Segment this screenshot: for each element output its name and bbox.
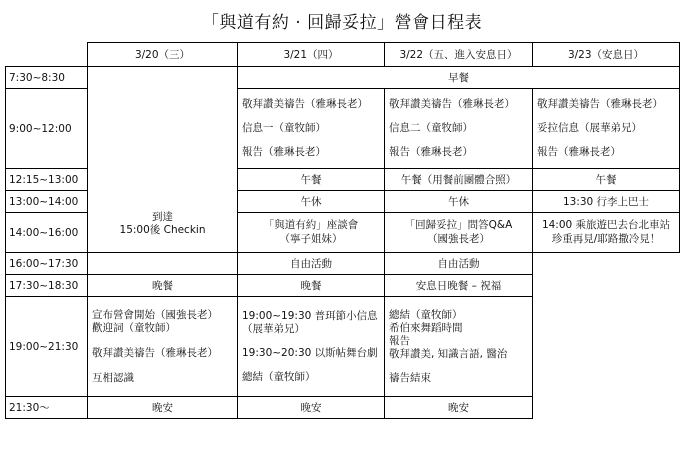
sabbath-dinner-cell: 安息日晚餐 – 祝福 (385, 275, 533, 297)
evening-item: 報告 (389, 334, 410, 347)
message-item: 信息一（童牧師） (242, 122, 326, 134)
worship-item: 敬拜讚美禱告（雅琳長老） (242, 98, 368, 110)
evening-item: 敬拜讚美禱告（雅琳長老） (92, 346, 218, 359)
goodnight-cell: 晚安 (238, 397, 385, 419)
evening-item: 19:00~19:30 普珥節小信息 (242, 309, 378, 322)
qa-speaker: （國強長老） (427, 233, 490, 245)
report-item: 報告（雅琳長老） (537, 146, 621, 158)
time-cell: 9:00~12:00 (6, 89, 88, 169)
breakfast-cell: 早餐 (238, 67, 680, 89)
evening-item: 總結（童牧師） (389, 308, 463, 321)
time-cell: 7:30~8:30 (6, 67, 88, 89)
time-cell: 21:30～ (6, 397, 88, 419)
forum-cell (238, 213, 385, 253)
day4-empty-cell (533, 253, 680, 419)
free-cell: 自由活動 (385, 253, 533, 275)
row-free (6, 253, 680, 275)
tour-farewell: 珍重再見/耶路撒冷見！ (551, 233, 661, 245)
time-cell: 17:30~18:30 (6, 275, 88, 297)
time-cell: 19:00~21:30 (6, 297, 88, 397)
header-day-3: 3/22（五、進入安息日） (385, 43, 533, 67)
day2-morning-cell (238, 89, 385, 169)
header-corner (6, 43, 88, 67)
report-item: 報告（雅琳長老） (242, 146, 326, 158)
dinner-cell: 晚餐 (88, 275, 238, 297)
day2-evening-cell (238, 297, 385, 397)
evening-item: （展華弟兄） (242, 322, 305, 335)
day3-morning-cell (385, 89, 533, 169)
evening-item: 總結（童牧師） (242, 370, 316, 383)
tour-cell (533, 213, 680, 253)
worship-item: 敬拜讚美禱告（雅琳長老） (389, 98, 515, 110)
header-row (6, 43, 680, 67)
evening-item: 敬拜讚美, 知識言語, 醫治 (389, 347, 508, 360)
forum-speaker: （寧子姐妹） (279, 233, 343, 245)
lunch-cell: 午餐 (238, 169, 385, 191)
worship-item: 敬拜讚美禱告（雅琳長老） (537, 98, 663, 110)
day1-arrival-cell (88, 211, 238, 275)
evening-item: 互相認識 (92, 371, 134, 384)
lunch-cell: 午餐 (533, 169, 680, 191)
time-cell: 12:15~13:00 (6, 169, 88, 191)
evening-item: 希伯來舞蹈時間 (389, 321, 463, 334)
day1-evening-cell (88, 297, 238, 397)
day3-evening-cell (385, 297, 533, 397)
forum-title: 「與道有約」座談會 (263, 219, 359, 231)
lunch-cell: 午餐（用餐前團體合照） (385, 169, 533, 191)
header-day-4: 3/23（安息日） (533, 43, 680, 67)
goodnight-cell: 晚安 (88, 397, 238, 419)
tour-departure: 14:00 乘旅遊巴去台北車站 (541, 219, 671, 231)
qa-cell (385, 213, 533, 253)
report-item: 報告（雅琳長老） (389, 146, 473, 158)
evening-item: 禱告結束 (389, 371, 431, 384)
dinner-cell: 晚餐 (238, 275, 385, 297)
arrival-label: 到達 (152, 211, 173, 223)
schedule-table (5, 42, 680, 419)
goodnight-cell: 晚安 (385, 397, 533, 419)
time-cell: 14:00~16:00 (6, 213, 88, 253)
bus-cell: 13:30 行李上巴士 (533, 191, 680, 213)
nap-cell: 午休 (385, 191, 533, 213)
header-day-1: 3/20（三） (88, 43, 238, 67)
row-breakfast (6, 67, 680, 89)
page-title: 「與道有約 · 回歸妥拉」營會日程表 (201, 13, 483, 33)
time-cell: 13:00~14:00 (6, 191, 88, 213)
time-cell: 16:00~17:30 (6, 253, 88, 275)
nap-cell: 午休 (238, 191, 385, 213)
qa-title: 「回歸妥拉」問答Q&A (404, 219, 513, 231)
evening-item: 宣布營會開始（國強長老） (92, 308, 218, 321)
free-cell: 自由活動 (238, 253, 385, 275)
evening-item: 歡迎詞（童牧師） (92, 321, 176, 334)
checkin-label: 15:00後 Checkin (119, 224, 206, 236)
day4-morning-cell (533, 89, 680, 169)
header-day-2: 3/21（四） (238, 43, 385, 67)
message-item: 妥拉信息（展華弟兄） (537, 122, 642, 134)
message-item: 信息二（童牧師） (389, 122, 473, 134)
evening-item: 19:30~20:30 以斯帖舞台劇 (242, 346, 378, 359)
